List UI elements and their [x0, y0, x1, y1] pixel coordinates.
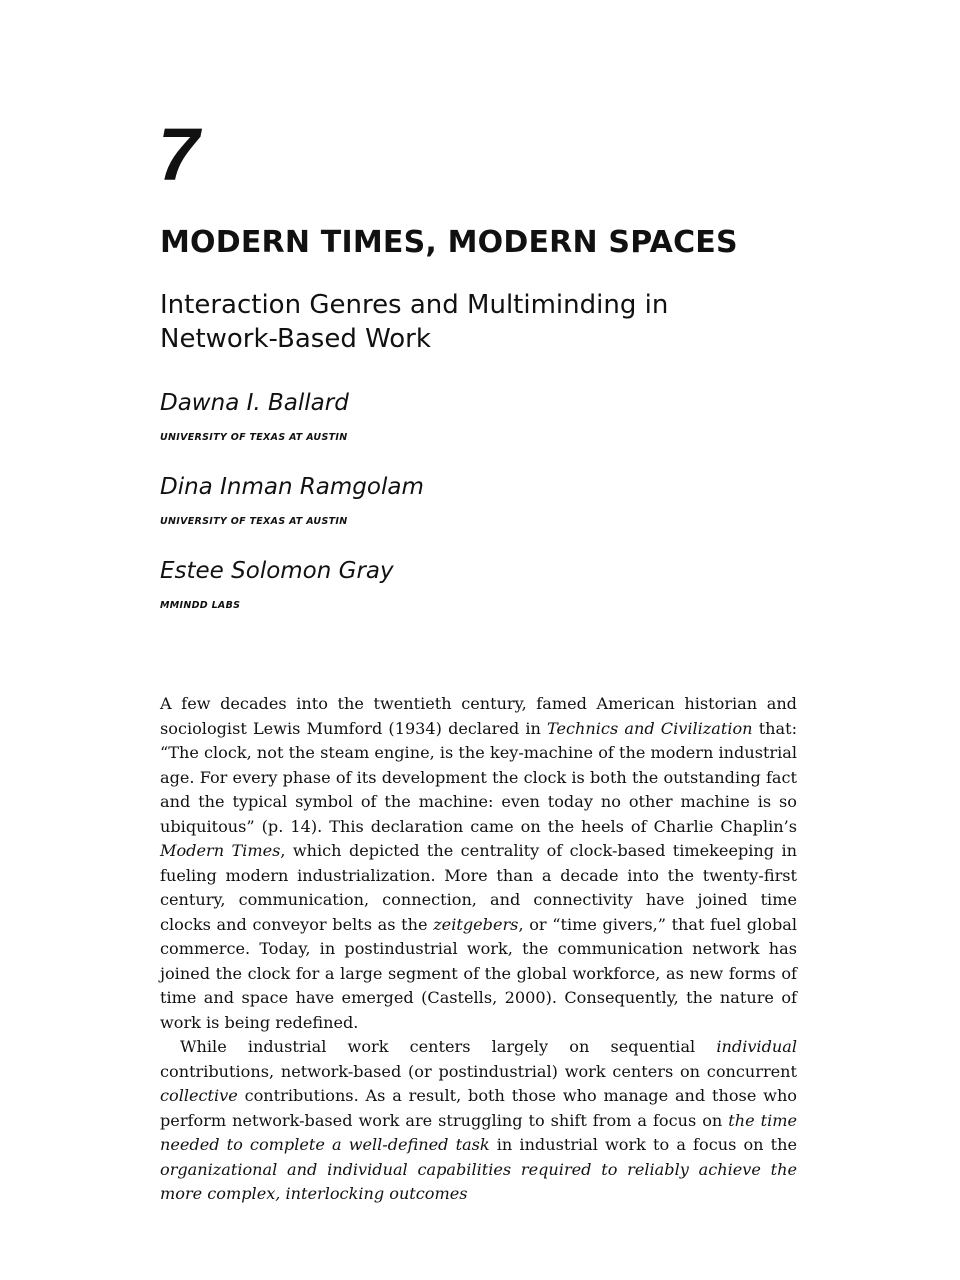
phrase-emphasis: organizational and individual capabilities required to reliably achieve the more complex, interlocking outcomes	[160, 1159, 797, 1203]
author-block	[160, 472, 800, 556]
author-affiliation: MMINDD LABS	[160, 600, 241, 611]
chapter-title: MODERN TIMES, MODERN SPACES	[160, 225, 738, 260]
author-block	[160, 556, 800, 640]
text-run: , which depicted the centrality of clock-based timekeeping in fueling modern industrialization. More than a decade into the twenty-first century, communication, connection, and connectivity have joined time clocks and conveyor belts as the	[160, 841, 797, 934]
author-affiliation: UNIVERSITY OF TEXAS AT AUSTIN	[160, 516, 348, 527]
text-run: in industrial work to a focus on the	[489, 1135, 797, 1154]
term-emphasis: collective	[160, 1086, 238, 1105]
text-run: While industrial work centers largely on sequential	[180, 1037, 717, 1056]
chapter-number: 7	[158, 113, 200, 196]
book-title-emphasis: Technics and Civilization	[547, 718, 753, 738]
author-affiliation: UNIVERSITY OF TEXAS AT AUSTIN	[160, 432, 348, 443]
text-run: contributions, network-based (or postindustrial) work centers on concurrent	[160, 1061, 797, 1081]
film-title-emphasis: Modern Times	[160, 841, 281, 860]
body-paragraph	[160, 692, 797, 1035]
chapter-subtitle: Interaction Genres and Multiminding in Network-Based Work	[160, 290, 669, 354]
author-name: Dawna I. Ballard	[160, 390, 349, 416]
term-emphasis: individual	[716, 1037, 797, 1056]
text-run: A few decades into the twentieth century, famed American historian and sociologist Lewis Mumford (1934) declared in	[160, 694, 797, 738]
term-emphasis: zeitgebers	[433, 914, 519, 934]
text-run: contributions. As a result, both those who manage and those who perform network-based work are struggling to shift from a focus on	[160, 1086, 797, 1130]
text-run: , or “time givers,” that fuel global commerce. Today, in postindustrial work, the communication network has joined the clock for a large segment of the global workforce, as new forms of time and space have emerged (Castells, 2000). Consequently, the nature of work is being redefined.	[160, 914, 797, 1032]
author-block	[160, 388, 800, 472]
author-list	[160, 388, 800, 640]
phrase-emphasis: the time needed to complete a well-defined task	[160, 1110, 798, 1154]
body-text	[160, 692, 797, 1207]
author-name: Dina Inman Ramgolam	[160, 474, 424, 500]
author-name: Estee Solomon Gray	[160, 558, 394, 584]
text-run: that: “The clock, not the steam engine, is the key-machine of the modern industrial age. For every phase of its development the clock is both the outstanding fact and the typical symbol of the machine: even today no other machine is so ubiquitous” (p. 14). This declaration came on the heels of Charlie Chaplin’s	[160, 718, 798, 836]
body-paragraph	[160, 1035, 797, 1207]
